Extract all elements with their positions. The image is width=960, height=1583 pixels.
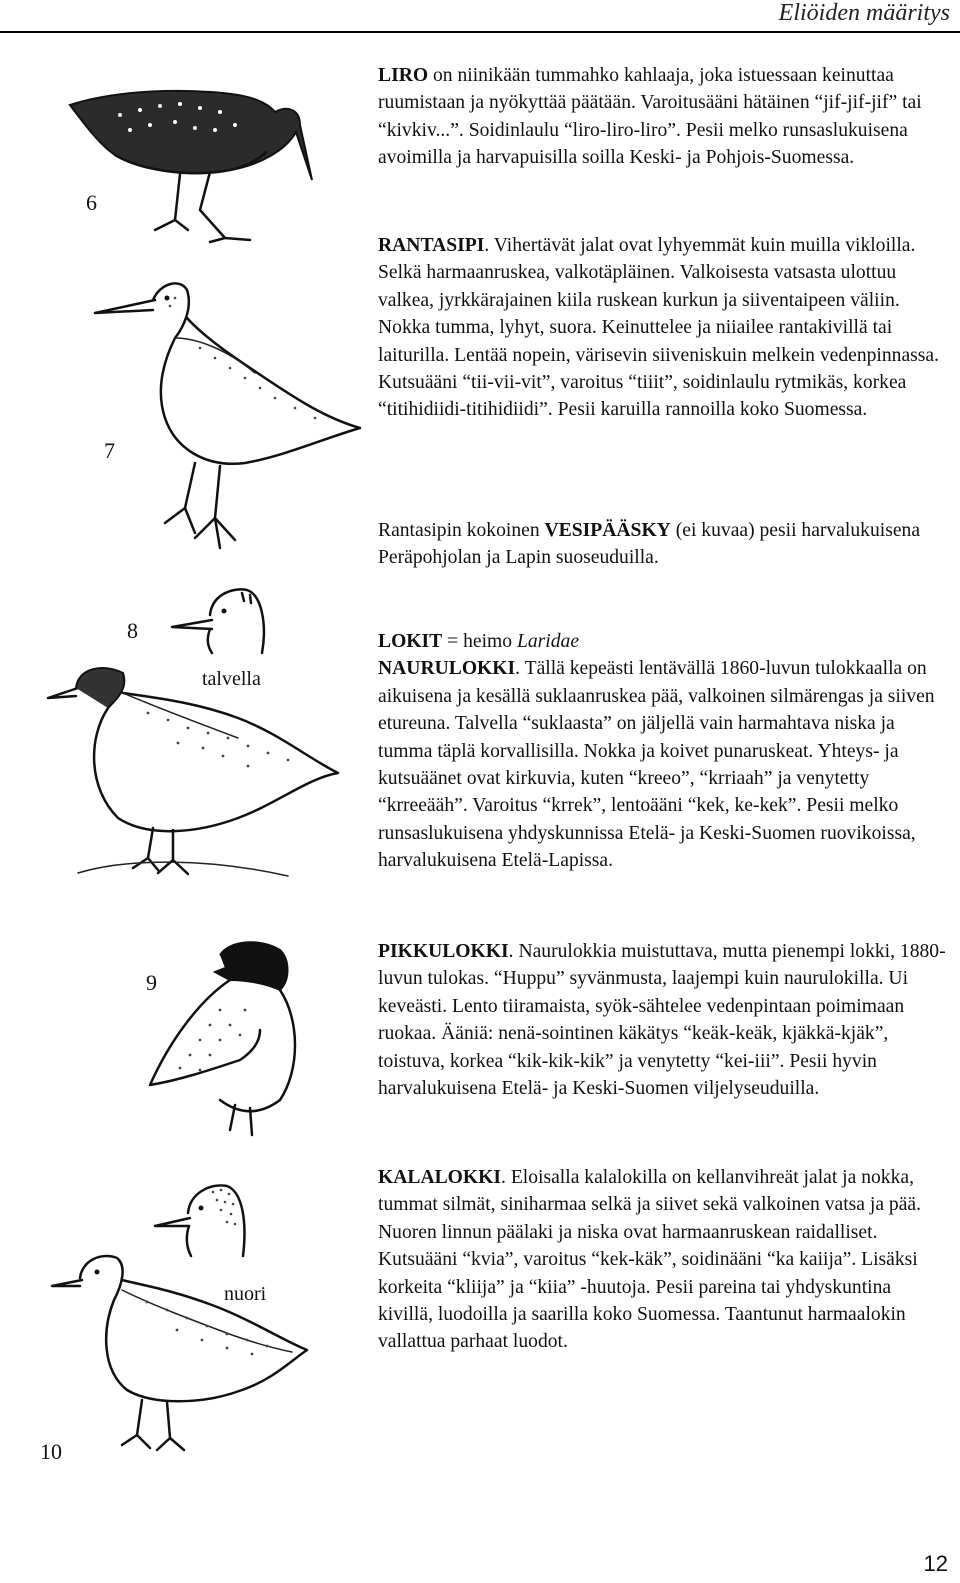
header-title: Eliöiden määritys	[778, 0, 950, 26]
figure-number-8: 8	[127, 618, 138, 643]
figure-number-6: 6	[86, 190, 97, 215]
entry-liro	[378, 62, 950, 172]
entry-rantasipi	[378, 232, 950, 424]
entry-text: (ei kuvaa) pesii harvalukuisena Peräpohjolan ja Lapin suoseuduilla.	[378, 520, 921, 569]
entry-name: NAURULOKKI	[378, 658, 516, 680]
entry-vesipaasky	[378, 517, 950, 572]
entry-text: . Vihertävät jalat ovat lyhyemmät kuin muilla vikloilla. Selkä harmaanruskea, valkotäpläinen. Valkoisesta vatsasta ulottuu valkea, jyrkkärajainen kiila ruskean kurkun ja siiventaipeen väliin. Nokka tumma, lyhyt, suora. Keinuttelee ja niiailee rantakivillä tai laiturilla. Lentää nopein, värisevin siiveniskuin melkein vedenpinnassa. Kutsuääni “tii-vii-vit”, varoitus “tiiit”, soidinlaulu rytmikäs, korkea “titihidiidi-titihidiidi”. Pesii karuilla rannoilla koko Suomessa.	[378, 235, 939, 421]
common-sandpiper-drawing-icon	[95, 278, 365, 558]
entry-lokit	[378, 628, 950, 875]
page-number: 12	[923, 1551, 948, 1576]
entry-text: . Eloisalla kalalokilla on kellanvihreät jalat ja nokka, tummat silmät, siniharmaa selkä ja siivet sekä valkoinen vatsa ja pää. Nuoren linnun päälaki ja niska ovat harmaanruskean raidalliset. Kutsuääni “kvia”, varoitus “kek-käk”, soidinääni “ka kaiija”. Lisäksi korkeita “kliija” ja “kiia” -huutoja. Pesii pareina tai yhdyskuntina kivillä, luodoilla ja saarilla koko Suomessa. Taantunut harmaalokin vallattua parhaat luodot.	[378, 1167, 922, 1353]
figure-number-7: 7	[104, 438, 115, 463]
wood-sandpiper-drawing-icon	[60, 70, 320, 250]
entry-text: . Naurulokkia muistuttava, mutta pienempi lokki, 1880-luvun tulokas. “Huppu” syvänmusta, laajempi kuin naurulokilla. Ui keveästi. Lento tiiramaista, syök-sähtelee vedenpintaan poimimaan ruokaa. Ääniä: nenä-sointinen käkätys “keäk-keäk, kjäkkä-kjäk”, toistuva, korkea “kik-kik-kik” ja venytetty “kei-iii”. Pesii hyvin harvalukuisena Etelä- ja Keski-Suomen viljelyseuduilla.	[378, 941, 946, 1100]
entry-name: PIKKULOKKI	[378, 941, 509, 962]
figure-caption-nuori: nuori	[224, 1283, 267, 1305]
entry-name: RANTASIPI	[378, 235, 485, 256]
black-headed-gull-winter-head-drawing-icon	[172, 585, 272, 655]
figure-number-10: 10	[40, 1439, 62, 1464]
common-gull-drawing-icon	[52, 1240, 312, 1460]
entry-prefix: Rantasipin kokoinen	[378, 520, 545, 541]
entry-name: LIRO	[378, 65, 429, 86]
common-gull-juvenile-head-drawing-icon	[155, 1178, 255, 1258]
entry-pikkulokki	[378, 938, 950, 1102]
figure-caption-talvella: talvella	[202, 668, 261, 690]
entry-name: VESIPÄÄSKY	[544, 520, 671, 541]
entry-text: = heimo	[442, 631, 517, 652]
figure-number-9: 9	[146, 970, 157, 995]
entry-text: on niinikään tummahko kahlaaja, joka istuessaan keinuttaa ruumistaan ja nyökyttää päätään. Varoitusääni hätäinen “jif-jif-jif” tai “kivkiv...”. Soidinlaulu “liro-liro-liro”. Pesii melko runsaslukuisena avoimilla ja harvapuisilla soilla Keski- ja Pohjois-Suomessa.	[378, 65, 922, 169]
little-gull-drawing-icon	[140, 940, 310, 1140]
header-rule	[0, 31, 960, 33]
entry-text: . Tällä kepeästi lentävällä 1860-luvun tulokkaalla on aikuisena ja kesällä suklaanruskea pää, valkoinen silmärengas ja siiven etureuna. Talvella “suklaasta” on jäljellä vain harmahtava niska ja tumma täplä korvallisilla. Nokka ja koivet punaruskeat. Yhteys- ja kutsuäänet ovat kirkuvia, kuten “kreeo”, “krriaah” ja venytetty “krreeääh”. Varoitus “krrek”, lentoääni “kek, ke-kek”. Pesii melko runsaslukuisena yhdyskunnissa Etelä- ja Keski-Suomen ruovikoissa, harvalukuisena Etelä-Lapissa.	[378, 658, 935, 872]
black-headed-gull-drawing-icon	[48, 648, 348, 888]
entry-name: KALALOKKI	[378, 1167, 502, 1188]
entry-kalalokki	[378, 1164, 950, 1356]
entry-name: LOKIT	[378, 631, 443, 652]
entry-latin: Laridae	[516, 631, 580, 652]
